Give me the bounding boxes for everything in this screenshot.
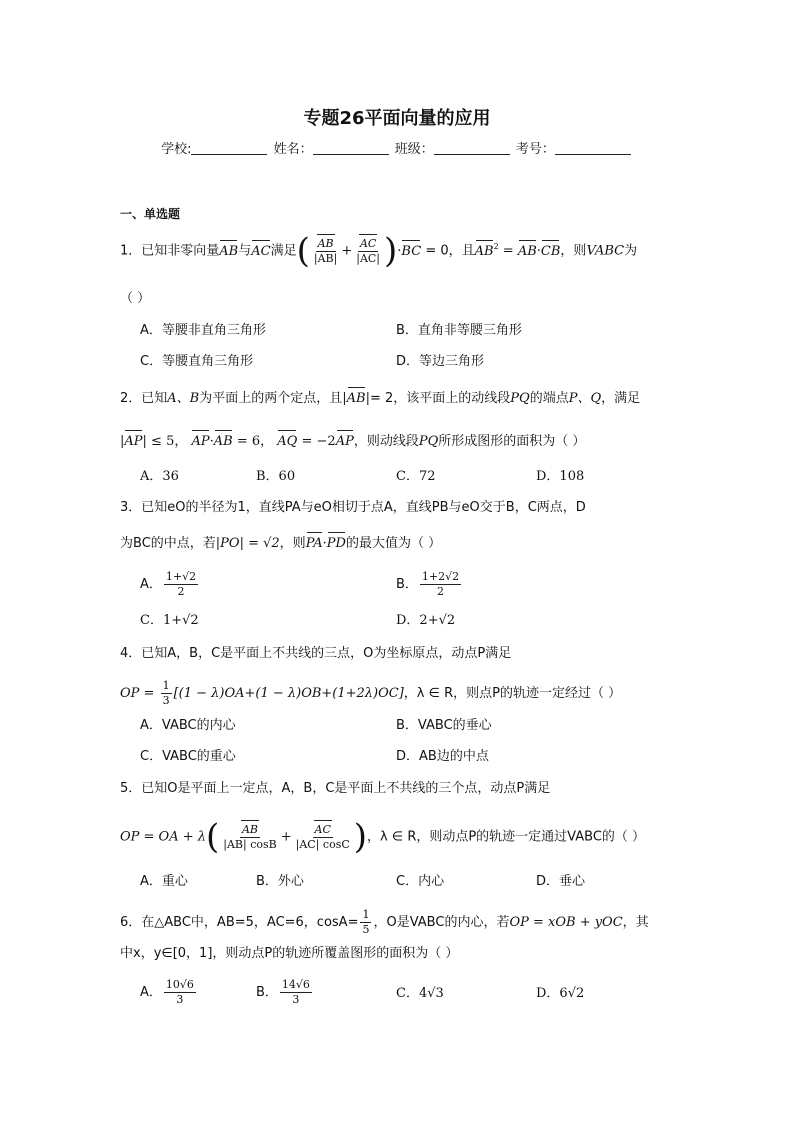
q3-option-a[interactable]: A． $\frac{1+√2}{2}$ — [140, 570, 197, 598]
q2-option-b[interactable]: B．60 — [256, 469, 296, 484]
q4-stem-line1: 4．已知A，B，C是平面上不共线的三点，O为坐标原点，动点P满足 — [120, 646, 512, 661]
school-label: 学校: — [161, 142, 192, 157]
name-label: 姓名： — [273, 142, 313, 157]
q3-stem-line2: 为BC的中点，若|PO| = √2，则PA·PD的最大值为（ ） — [120, 536, 442, 551]
q1-option-d[interactable]: D．等边三角形 — [396, 354, 485, 369]
name-blank[interactable] — [313, 140, 389, 155]
q5-option-a[interactable]: A．重心 — [140, 874, 188, 889]
q2-option-a[interactable]: A．36 — [140, 469, 179, 484]
q2-stem-line1: 2．已知A、B为平面上的两个定点，且|AB|= 2，该平面上的动线段PQ的端点P、Q，满足 — [120, 391, 641, 406]
q5-option-c[interactable]: C．内心 — [396, 874, 445, 889]
class-label: 班级： — [394, 142, 434, 157]
q3-stem-line1: 3．已知eO的半径为1，直线PA与eO相切于点A，直线PB与eO交于B，C两点，D — [120, 500, 586, 515]
q3-option-c[interactable]: C．1+√2 — [140, 613, 199, 628]
exam-no-label: 考号： — [515, 142, 555, 157]
q1-option-c[interactable]: C．等腰直角三角形 — [140, 354, 254, 369]
q3-option-b[interactable]: B． $\frac{1+2√2}{2}$ — [396, 570, 460, 598]
q6-option-b[interactable]: B． $\frac{14√6}{3}$ — [256, 978, 310, 1006]
school-blank[interactable] — [191, 140, 267, 155]
q1-option-a[interactable]: A．等腰非直角三角形 — [140, 323, 266, 338]
q4-option-a[interactable]: A．VABC的内心 — [140, 718, 236, 733]
q6-option-a[interactable]: A． $\frac{10√6}{3}$ — [140, 978, 194, 1006]
q6-option-c[interactable]: C．4√3 — [396, 986, 444, 1001]
q6-stem-line2: 中x，y∈[0，1]，则动点P的轨迹所覆盖图形的面积为（ ） — [120, 946, 459, 961]
q5-stem-line2: OP = OA + λ( $\frac{AB}{|AB| \cos B}$ + $\frac{AC}{|AC| \cos C}$ )，λ ∈ R，则动点P的轨迹一定通过VABC的（ ） — [120, 817, 646, 857]
q6-option-d[interactable]: D．6√2 — [536, 986, 585, 1001]
q1-stem: 1．已知非零向量AB与AC满足( $\frac{AB}{|AB|}$ + $\frac{AC}{|AC|}$ )·BC = 0，且$AB^2 = AB\cdot CB$，则VABC为 — [120, 231, 638, 271]
exam-no-blank[interactable] — [555, 140, 631, 155]
class-blank[interactable] — [434, 140, 510, 155]
q2-option-c[interactable]: C．72 — [396, 469, 436, 484]
q2-option-d[interactable]: D．108 — [536, 469, 585, 484]
q1-paren: （ ） — [120, 291, 151, 306]
q2-stem-line2: |AP| ≤ 5， AP·AB = 6， AQ = −2AP，则动线段PQ所形成图形的面积为（ ） — [120, 434, 586, 449]
q6-stem-line1: 6．在△ABC中，AB=5，AC=6，cosA= $\frac{1}{5}$ ，O是VABC的内心，若OP = xOB + yOC，其 — [120, 908, 649, 936]
page-title: 专题26平面向量的应用 — [303, 108, 491, 129]
q4-option-b[interactable]: B．VABC的垂心 — [396, 718, 492, 733]
q4-option-d[interactable]: D．AB边的中点 — [396, 749, 489, 764]
q4-option-c[interactable]: C．VABC的重心 — [140, 749, 236, 764]
q4-stem-line2: OP = $\frac{1}{3}$ [(1 − λ)OA+(1 − λ)OB+(1+2λ)OC]，λ ∈ R，则点P的轨迹一定经过（ ） — [120, 679, 622, 707]
q1-option-b[interactable]: B．直角非等腰三角形 — [396, 323, 522, 338]
section-heading: 一、单选题 — [120, 207, 181, 221]
q3-option-d[interactable]: D．2+√2 — [396, 613, 456, 628]
q5-option-d[interactable]: D．垂心 — [536, 874, 586, 889]
q5-stem-line1: 5．已知O是平面上一定点，A，B，C是平面上不共线的三个点，动点P满足 — [120, 781, 551, 796]
student-info-row — [0, 138, 794, 157]
q5-option-b[interactable]: B．外心 — [256, 874, 304, 889]
